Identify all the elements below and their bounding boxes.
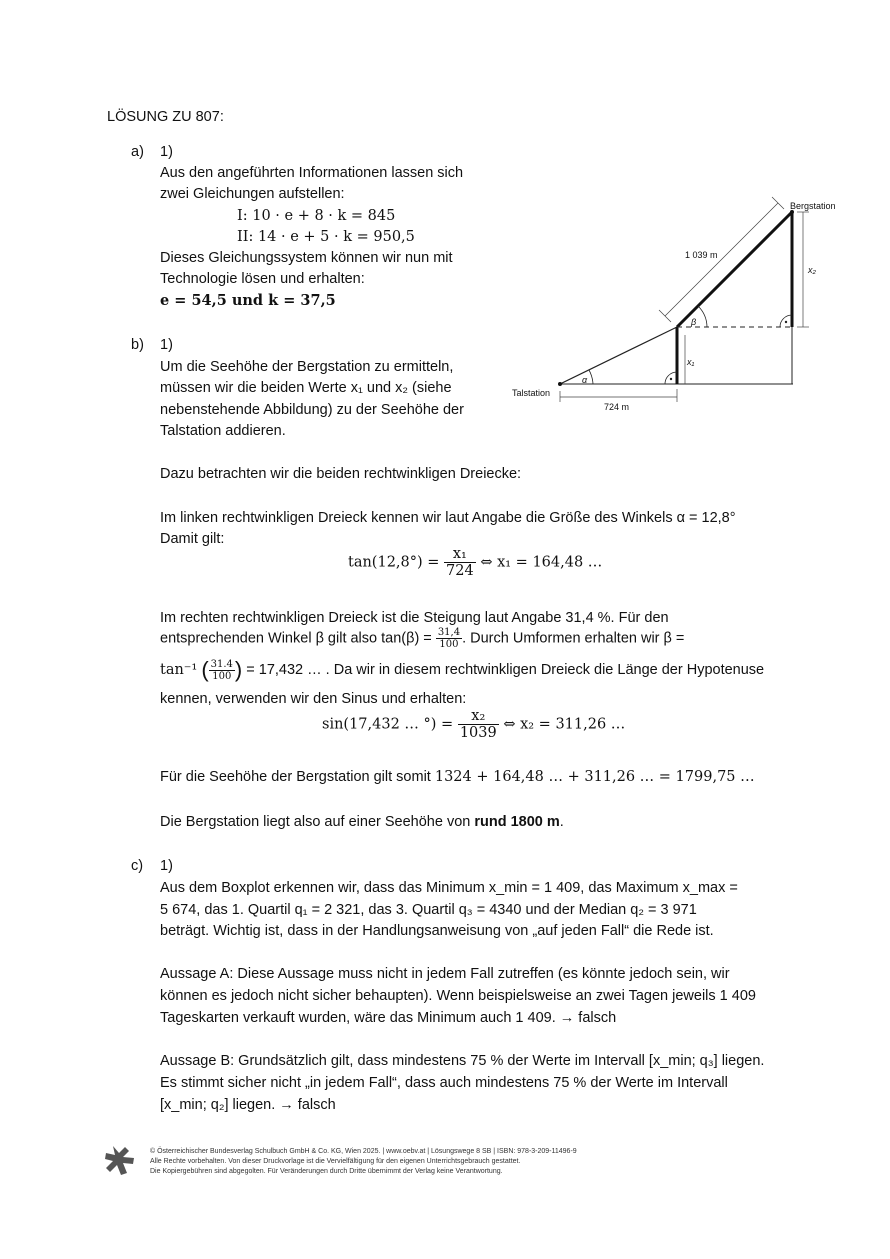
part-b-p3a: Im rechten rechtwinkligen Dreieck ist die Steigung laut Angabe 31,4 %. Für den	[160, 610, 669, 626]
alpha-arc	[589, 370, 593, 384]
part-b-p3d: kennen, verwenden wir den Sinus und erhalten:	[160, 691, 467, 707]
label-bergstation: Bergstation	[790, 201, 836, 211]
equation-2: II: 14 · e + 5 · k = 950,5	[237, 229, 415, 245]
part-b-p3b: entsprechenden Winkel β gilt also tan(β) = $\frac{31,4}{100}$ . Durch Umformen erhalten wir β =	[160, 627, 685, 650]
footer-copyright: © Österreichischer Bundesverlag Schulbuch GmbH & Co. KG, Wien 2025. | www.oebv.at | Lösungswege 8 SB | ISBN: 978-3-209-11496-9	[150, 1148, 577, 1155]
part-c-line: Aus dem Boxplot erkennen wir, dass das Minimum x_min = 1 409, das Maximum x_max =	[160, 880, 738, 896]
talstation-point	[558, 382, 562, 386]
label-x2: x₂	[808, 265, 816, 275]
part-b-line: Um die Seehöhe der Bergstation zu ermitteln,	[160, 359, 454, 375]
part-a-result: e = 54,5 und k = 37,5	[160, 292, 336, 309]
label-alpha: α	[582, 375, 588, 385]
statement-a-line: können es jedoch nicht sicher behaupten). Wenn beispielsweise an zwei Tagen jeweils 1 409	[160, 988, 756, 1004]
part-b-label: b)	[131, 337, 144, 353]
equation-tan: tan(12,8°) = $\frac{\text{x₁}}{724}$ ⇔ x₁ = 164,48 …	[348, 546, 603, 579]
equation-sin: sin(17,432 … °) = $\frac{\text{x₂}}{1039}$ ⇔ x₂ = 311,26 …	[322, 708, 626, 741]
label-beta: β	[691, 317, 697, 327]
part-a-line: Aus den angeführten Informationen lassen sich	[160, 165, 464, 181]
statement-a-line: Tageskarten verkauft wurden, wäre das Minimum auch 1 409. → falsch	[160, 1010, 617, 1026]
part-b-p1: Dazu betrachten wir die beiden rechtwinkligen Dreiecke:	[160, 466, 522, 482]
right-angle-dot-left	[670, 378, 672, 380]
statement-b-line: Aussage B: Grundsätzlich gilt, dass mindestens 75 % der Werte im Intervall [x_min; q₃] liegen.	[160, 1053, 765, 1069]
part-b-p5: Die Bergstation liegt also auf einer Seehöhe von rund 1800 m.	[160, 814, 564, 830]
part-c-sub: 1)	[160, 858, 173, 874]
part-b-line: nebenstehende Abbildung) zu der Seehöhe der	[160, 402, 464, 418]
left-hypotenuse	[560, 327, 677, 384]
statement-b-line: [x_min; q₂] liegen. → falsch	[160, 1097, 336, 1113]
statement-a-line: Aussage A: Diese Aussage muss nicht in jedem Fall zutreffen (es könnte jedoch sein, wir	[160, 966, 730, 982]
part-b-p2a: Im linken rechtwinkligen Dreieck kennen wir laut Angabe die Größe des Winkels α = 12,8°	[160, 510, 736, 526]
publisher-logo	[103, 1144, 137, 1176]
part-c-line: 5 674, das 1. Quartil q₁ = 2 321, das 3. Quartil q₃ = 4340 und der Median q₂ = 3 971	[160, 902, 697, 918]
part-c-label: c)	[131, 858, 144, 874]
label-base: 724 m	[604, 402, 630, 412]
right-angle-dot-right	[785, 321, 787, 323]
part-b-p2b: Damit gilt:	[160, 531, 225, 547]
equation-1: I: 10 · e + 8 · k = 845	[237, 208, 396, 224]
right-hypotenuse	[677, 212, 792, 327]
label-hypotenuse: 1 039 m	[685, 250, 718, 260]
footer-rights: Alle Rechte vorbehalten. Von dieser Druckvorlage ist die Vervielfältigung für den eigenen Unterrichtsgebrauch gestattet.	[150, 1158, 521, 1165]
part-a-line: zwei Gleichungen aufstellen:	[160, 186, 345, 202]
triangle-figure	[505, 195, 850, 420]
part-b-line: Talstation addieren.	[160, 423, 286, 439]
beta-arc	[698, 306, 707, 327]
part-c-line: beträgt. Wichtig ist, dass in der Handlungsanweisung von „auf jeden Fall“ die Rede ist.	[160, 923, 714, 939]
part-a-label: a)	[131, 144, 144, 160]
label-x1: x₁	[687, 357, 695, 367]
statement-b-line: Es stimmt sicher nicht „in jedem Fall“, dass auch mindestens 75 % der Werte im Intervall	[160, 1075, 728, 1091]
hyp-dimension-line	[665, 203, 778, 316]
part-a-line: Dieses Gleichungssystem können wir nun mit	[160, 250, 453, 266]
part-a-sub: 1)	[160, 144, 173, 160]
label-talstation: Talstation	[512, 388, 551, 398]
part-b-sub: 1)	[160, 337, 173, 353]
part-b-p3c: tan⁻¹ ( $\frac{31.4}{100}$ ) = 17,432 … . Da wir in diesem rechtwinkligen Dreieck die Länge der Hypotenuse	[160, 657, 765, 682]
solution-heading: LÖSUNG ZU 807:	[107, 109, 224, 125]
part-a-line: Technologie lösen und erhalten:	[160, 271, 365, 287]
part-b-p4: Für die Seehöhe der Bergstation gilt somit 1324 + 164,48 … + 311,26 … = 1799,75 …	[160, 769, 755, 785]
footer-fees: Die Kopiergebühren sind abgegolten. Für Veränderungen durch Dritte übernimmt der Verlag keine Verantwortung.	[150, 1168, 503, 1175]
part-b-line: müssen wir die beiden Werte x₁ und x₂ (siehe	[160, 380, 452, 396]
